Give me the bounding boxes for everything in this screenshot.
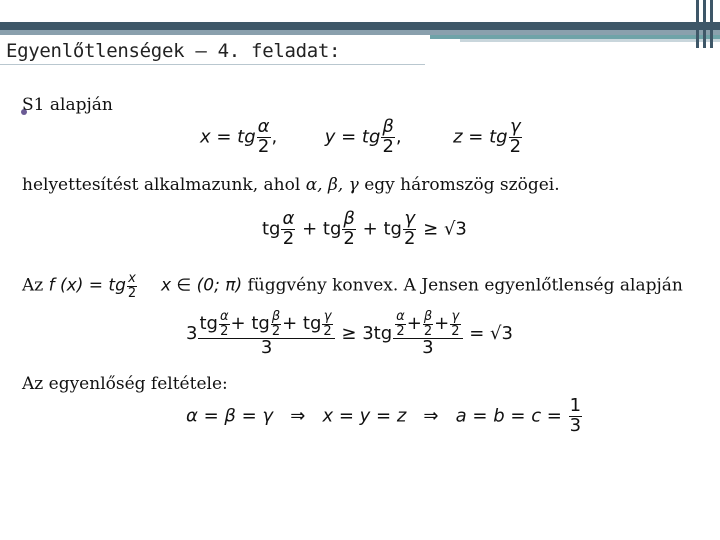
- substitution-text: helyettesítést alkalmazunk, ahol α, β, γ egy háromszög szögei.: [22, 175, 560, 195]
- target-inequality: tg $\frac{\alpha}{2}$ + tg $\frac{\beta}{2}$ + tg $\frac{\gamma}{2}$ ≥ √3: [262, 208, 467, 249]
- header-corner-stripe: [703, 0, 706, 48]
- function-line: Az f (x) = tg $\frac{x}{2}$ x ∈ (0; π) függvény konvex. A Jensen egyenlőtlenség alapján: [22, 271, 683, 301]
- equality-condition: α = β = γ ⇒ x = y = z ⇒ a = b = c = $\frac{1}{3}$: [186, 395, 582, 436]
- condition-heading: Az egyenlőség feltétele:: [22, 374, 228, 394]
- header-corner-stripe: [696, 0, 699, 48]
- slide-title: Egyenlőtlenségek – 4. feladat:: [6, 40, 341, 62]
- substitution-formulas: x = tg $\frac{\alpha}{2}$ , y = tg $\frac{\beta}{2}$ , z = tg $\frac{\gamma}{2}$: [200, 116, 522, 157]
- header-band-light: [460, 39, 720, 42]
- header-band-dark: [0, 22, 720, 30]
- title-underline: [0, 64, 425, 65]
- jensen-inequality: 3 tg $\frac{\alpha}{2}$ + tg $\frac{\beta}{2}$ + tg $\frac{\gamma}{2}$ 3 ≥ 3tg $\frac{\alpha}{2}$ + $\frac{\beta}{2}$ + $\frac{\gamma}{2}$ 3 = √3: [186, 309, 513, 359]
- slide-top-area: [0, 0, 720, 24]
- header-corner-stripe: [710, 0, 713, 48]
- intro-line: S1 alapján: [22, 95, 113, 115]
